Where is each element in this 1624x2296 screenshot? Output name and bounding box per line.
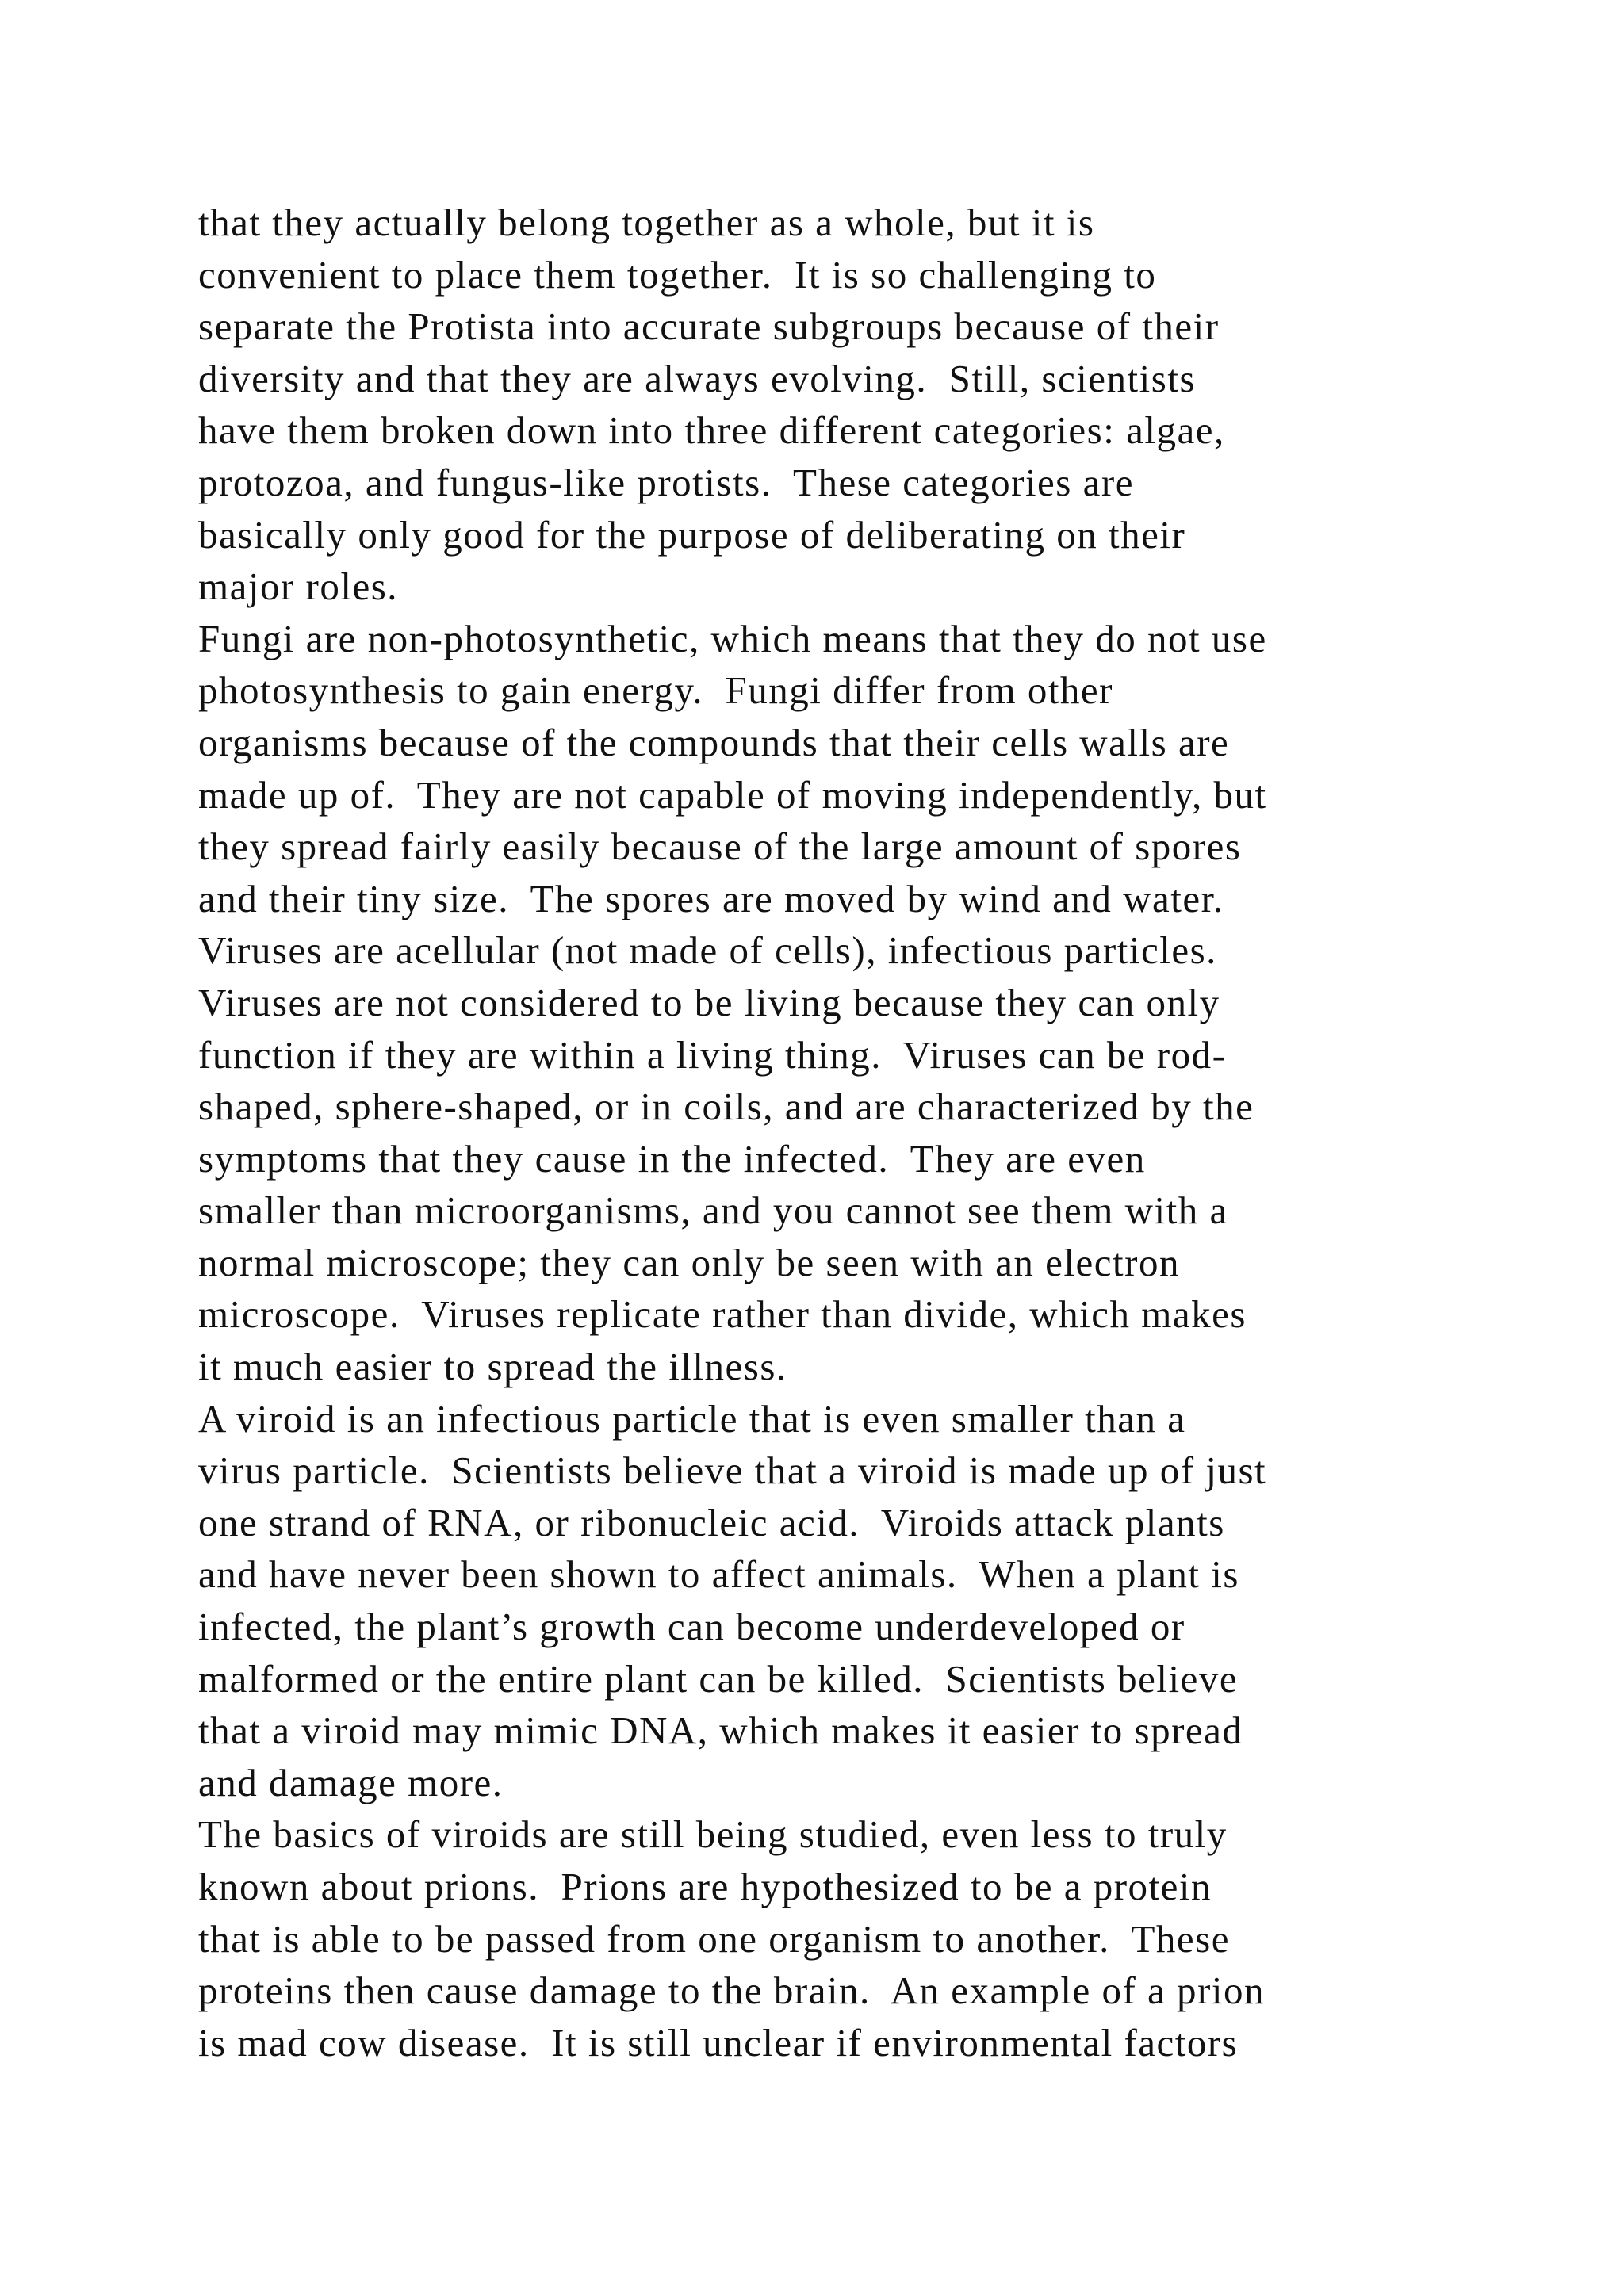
text-line: one strand of RNA, or ribonucleic acid. Viroids attack plants (198, 1500, 1225, 1544)
text-line: malformed or the entire plant can be killed. Scientists believe (198, 1656, 1239, 1701)
text-line: and have never been shown to affect animals. When a plant is (198, 1552, 1239, 1597)
text-line: symptoms that they cause in the infected. They are even (198, 1136, 1146, 1181)
text-line: that a viroid may mimic DNA, which makes it easier to spread (198, 1709, 1243, 1753)
text-line: convenient to place them together. It is so challenging to (198, 252, 1157, 297)
text-line: have them broken down into three different categories: algae, (198, 408, 1225, 453)
text-line: A viroid is an infectious particle that is even smaller than a (198, 1396, 1186, 1441)
text-line: The basics of viroids are still being studied, even less to truly (198, 1812, 1228, 1857)
text-line: photosynthesis to gain energy. Fungi differ from other (198, 668, 1113, 713)
text-line: made up of. They are not capable of moving independently, but (198, 772, 1267, 817)
text-line: and their tiny size. The spores are moved by wind and water. (198, 876, 1224, 920)
text-line: and damage more. (198, 1760, 504, 1804)
text-line: proteins then cause damage to the brain. An example of a prion (198, 1969, 1265, 2013)
text-line: normal microscope; they can only be seen with an electron (198, 1240, 1180, 1284)
text-line: Viruses are acellular (not made of cells), infectious particles. (198, 928, 1217, 973)
text-line: is mad cow disease. It is still unclear if environmental factors (198, 2020, 1239, 2064)
text-line: separate the Protista into accurate subgroups because of their (198, 304, 1220, 349)
text-line: major roles. (198, 564, 399, 609)
text-line: smaller than microorganisms, and you cannot see them with a (198, 1188, 1228, 1233)
text-line: basically only good for the purpose of deliberating on their (198, 512, 1186, 557)
text-line: diversity and that they are always evolving. Still, scientists (198, 356, 1197, 400)
text-line: infected, the plant’s growth can become underdeveloped or (198, 1605, 1185, 1649)
text-line: that is able to be passed from one organism to another. These (198, 1916, 1230, 1961)
text-line: they spread fairly easily because of the large amount of spores (198, 825, 1242, 869)
text-line: Viruses are not considered to be living because they can only (198, 980, 1220, 1024)
text-line: function if they are within a living thing. Viruses can be rod- (198, 1032, 1227, 1077)
text-line: shaped, sphere-shaped, or in coils, and are characterized by the (198, 1085, 1254, 1129)
text-line: microscope. Viruses replicate rather than divide, which makes (198, 1292, 1247, 1337)
text-line: it much easier to spread the illness. (198, 1345, 787, 1389)
text-line: protozoa, and fungus-like protists. These categories are (198, 460, 1134, 504)
text-line: virus particle. Scientists believe that a viroid is made up of just (198, 1448, 1267, 1493)
text-line: organisms because of the compounds that their cells walls are (198, 720, 1230, 764)
text-line: known about prions. Prions are hypothesized to be a protein (198, 1865, 1212, 1908)
body-text (198, 197, 1467, 2068)
text-line: Fungi are non-photosynthetic, which means that they do not use (198, 616, 1267, 660)
text-line: that they actually belong together as a whole, but it is (198, 201, 1095, 244)
